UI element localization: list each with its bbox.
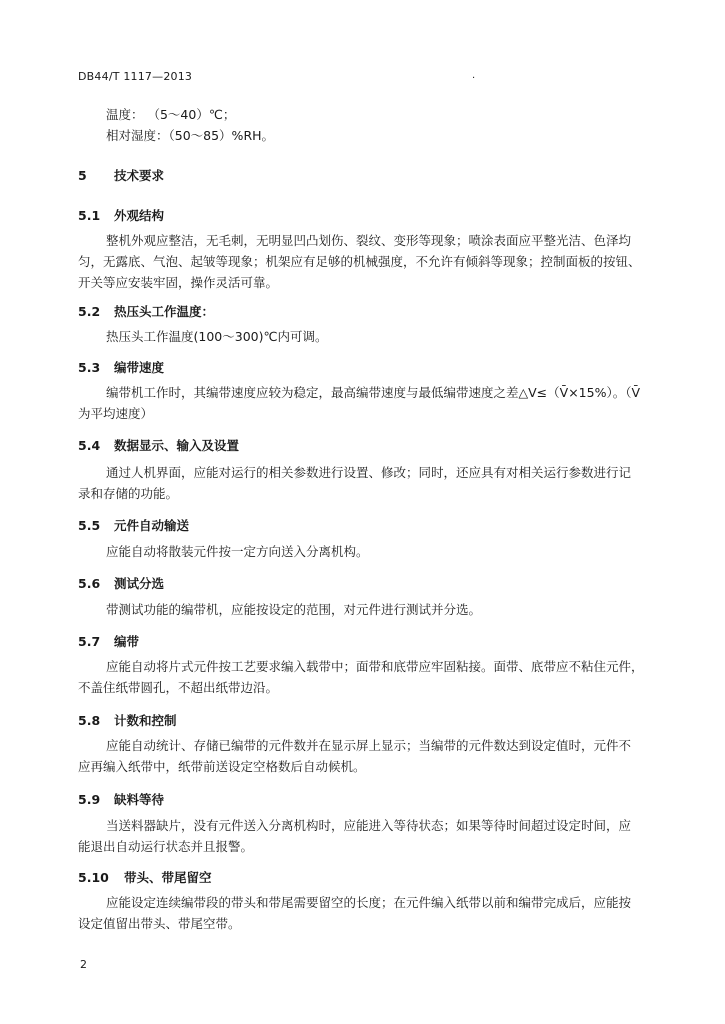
item-title: 缺料等待: [114, 792, 165, 807]
item-5-4-heading: [78, 436, 239, 454]
item-5-7-heading: [78, 632, 139, 650]
paragraph-line: 带测试功能的编带机，应能按设定的范围，对元件进行测试并分选。: [106, 602, 482, 617]
item-5-7-body: [78, 656, 664, 698]
paragraph-line: 应再编入纸带中，纸带前送设定空格数后自动候机。: [78, 759, 366, 774]
paragraph-line: 应能自动将散装元件按一定方向送入分离机构。: [106, 544, 369, 559]
item-title: 带头、带尾留空: [124, 870, 212, 885]
page-number: 2: [80, 958, 87, 971]
section-number: 5: [78, 168, 87, 183]
item-5-6-heading: [78, 574, 164, 592]
paragraph-line: 开关等应安装牢固，操作灵活可靠。: [78, 275, 279, 290]
item-5-5-heading: [78, 516, 189, 534]
paragraph-line: 匀，无露底、气泡、起皱等现象；机架应有足够的机械强度，不允许有倾斜等现象；控制面板的按钮、: [78, 254, 641, 269]
item-5-3-heading: [78, 358, 164, 376]
item-5-3-body: [78, 382, 664, 424]
item-number: 5.1: [78, 208, 101, 223]
paragraph-line: 不盖住纸带圆孔，不超出纸带边沿。: [78, 680, 279, 695]
item-number: 5.7: [78, 634, 101, 649]
item-5-9-heading: [78, 790, 164, 808]
item-title: 元件自动输送: [114, 518, 190, 533]
item-title: 测试分选: [114, 576, 165, 591]
item-5-5-body: [78, 541, 664, 562]
paragraph-line: 录和存储的功能。: [78, 486, 179, 501]
section-5-heading: [78, 166, 164, 184]
paragraph-line: 通过人机界面，应能对运行的相关参数进行设置、修改；同时，还应具有对相关运行参数进行记: [106, 465, 632, 480]
item-5-9-body: [78, 815, 664, 857]
paragraph-line: 应能自动将片式元件按工艺要求编入载带中；面带和底带应牢固粘接。面带、底带应不粘住元件，: [106, 659, 644, 674]
item-5-1-body: [78, 230, 664, 293]
item-5-8-heading: [78, 711, 177, 729]
item-number: 5.2: [78, 304, 101, 319]
item-title: 编带: [114, 634, 140, 649]
item-5-8-body: [78, 735, 664, 777]
paragraph-line: 应能设定连续编带段的带头和带尾需要留空的长度；在元件编入纸带以前和编带完成后，应能按: [106, 895, 632, 910]
document-id-header: DB44/T 1117—2013: [78, 70, 193, 83]
paragraph-line: 能退出自动运行状态并且报警。: [78, 839, 254, 854]
item-number: 5.6: [78, 576, 101, 591]
item-title: 热压头工作温度：: [114, 304, 215, 319]
item-number: 5.5: [78, 518, 101, 533]
section-title: 技术要求: [114, 168, 165, 183]
item-number: 5.8: [78, 713, 101, 728]
paragraph-line: 设定值留出带头、带尾空带。: [78, 916, 241, 931]
item-title: 编带速度: [114, 360, 165, 375]
item-5-10-body: [78, 892, 664, 934]
paragraph-line: 编带机工作时，其编带速度应较为稳定，最高编带速度与最低编带速度之差△V≤（V̄×15%）。（V̄: [106, 385, 640, 400]
item-number: 5.3: [78, 360, 101, 375]
item-title: 计数和控制: [114, 713, 177, 728]
paragraph-line: 当送料器缺片，没有元件送入分离机构时，应能进入等待状态；如果等待时间超过设定时间，应: [106, 818, 632, 833]
paragraph-line: 为平均速度）: [78, 406, 154, 421]
item-title: 外观结构: [114, 208, 165, 223]
paragraph-line: 应能自动统计、存储已编带的元件数并在显示屏上显示；当编带的元件数达到设定值时，元件不: [106, 738, 632, 753]
paragraph-line: 整机外观应整洁，无毛刺，无明显凹凸划伤、裂纹、变形等现象；喷涂表面应平整光洁、色泽均: [106, 233, 632, 248]
item-5-1-heading: [78, 206, 164, 224]
item-5-10-heading: [78, 868, 212, 886]
item-5-2-heading: [78, 302, 214, 320]
item-5-4-body: [78, 462, 664, 504]
temperature-line: 温度： （5～40）℃；: [106, 107, 236, 122]
humidity-line: 相对湿度：（50～85）%RH。: [106, 128, 275, 143]
item-number: 5.4: [78, 438, 101, 453]
item-5-6-body: [78, 599, 664, 620]
item-number: 5.10: [78, 870, 109, 885]
item-title: 数据显示、输入及设置: [114, 438, 240, 453]
item-5-2-body: [78, 326, 664, 347]
header-dot: .: [472, 70, 476, 81]
item-number: 5.9: [78, 792, 101, 807]
paragraph-line: 热压头工作温度(100～300)℃内可调。: [106, 329, 328, 344]
